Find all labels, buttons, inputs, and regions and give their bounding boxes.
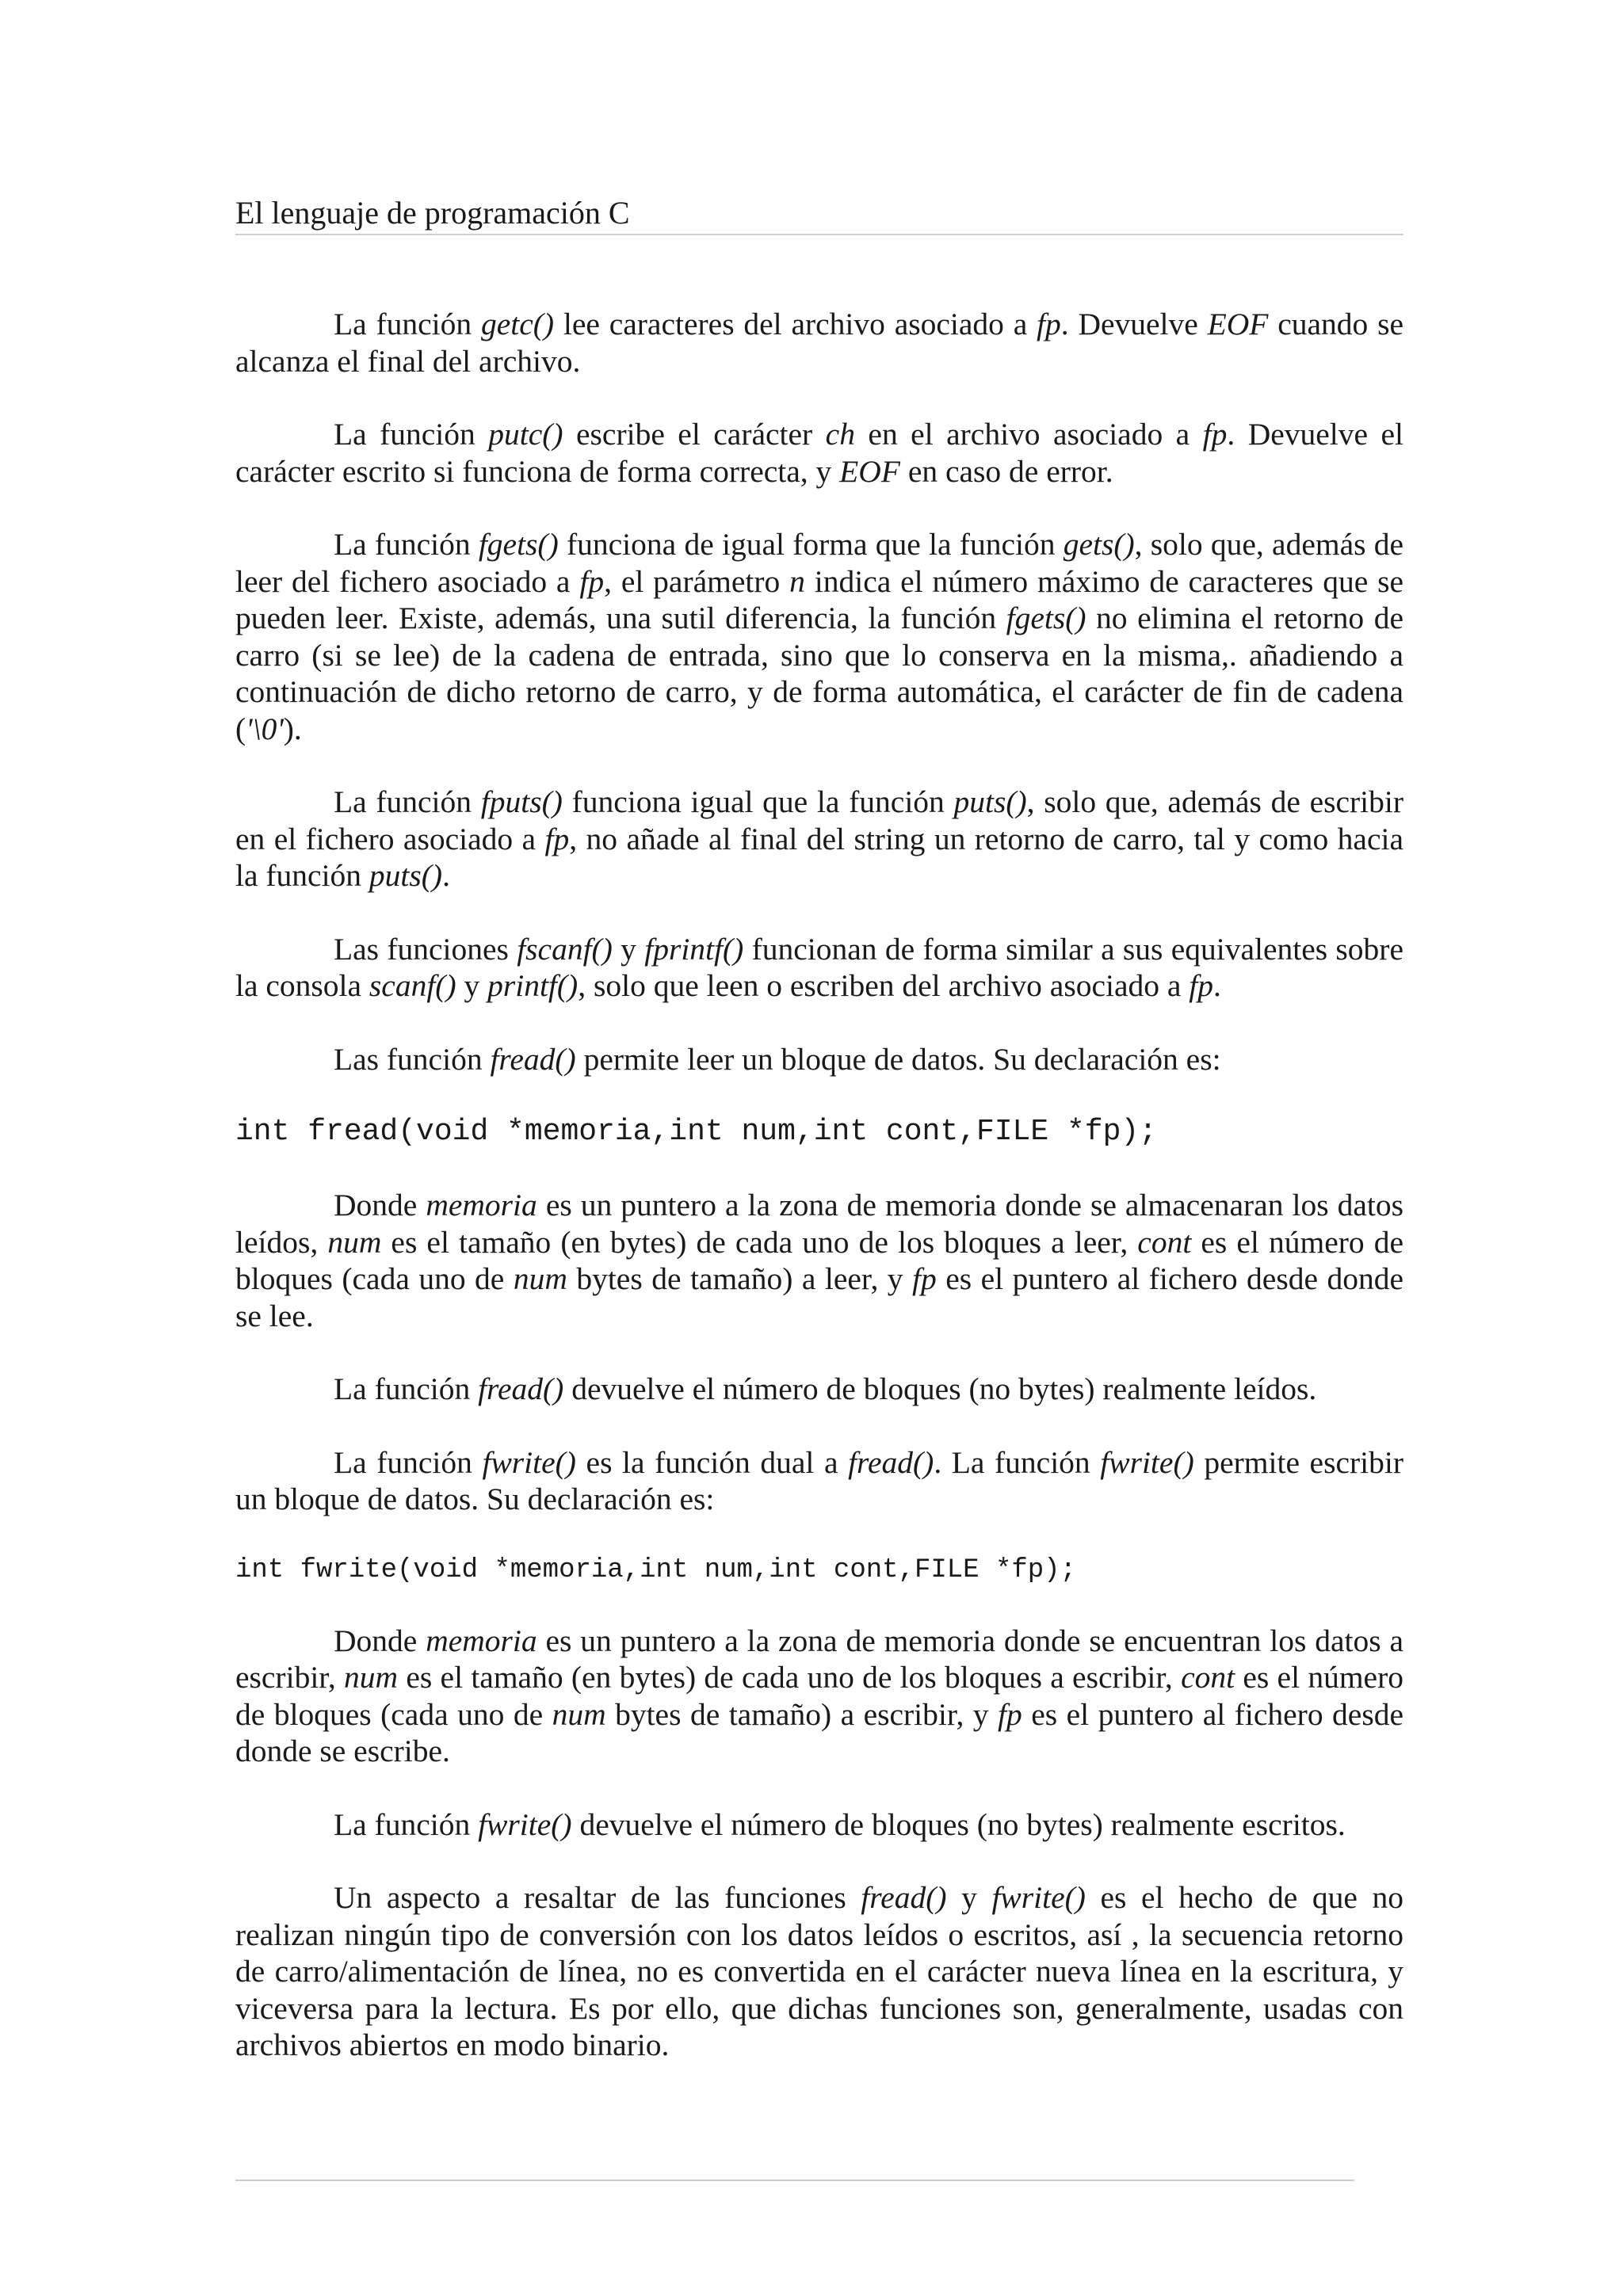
italic-term: fwrite() — [991, 1880, 1086, 1915]
text-run: es un puntero a la zona de memoria donde se almacenaran los datos leídos, — [235, 1188, 1403, 1260]
paragraph-gap — [235, 379, 1403, 416]
text-run: devuelve el número de bloques (no bytes) realmente escritos. — [571, 1806, 1346, 1842]
italic-term: num — [552, 1696, 606, 1732]
italic-term: fp — [1202, 417, 1228, 452]
italic-term: fread() — [478, 1371, 564, 1406]
text-run: cuando se alcanza el final del archivo. — [235, 307, 1404, 379]
text-run: . La función — [934, 1444, 1101, 1480]
text-run: , solo que, además de leer del fichero asociado a — [235, 527, 1404, 599]
italic-term: ch — [825, 417, 855, 452]
paragraph-fread-params — [235, 1187, 1403, 1334]
paragraph-gap — [235, 1005, 1403, 1041]
text-run: es el número de bloques (cada uno de — [235, 1224, 1403, 1296]
paragraph-fwrite-intro — [235, 1444, 1403, 1518]
italic-term: fread() — [861, 1880, 947, 1915]
text-run: funciona de igual forma que la función — [558, 527, 1064, 562]
paragraph-putc — [235, 416, 1403, 490]
text-run: Un aspecto a resaltar de las funciones — [334, 1880, 861, 1915]
paragraph-getc — [235, 306, 1403, 379]
italic-term: num — [513, 1261, 567, 1296]
text-run: es el puntero al fichero desde donde se lee. — [235, 1261, 1404, 1333]
text-run: Donde — [334, 1623, 426, 1658]
paragraph-gap — [235, 490, 1403, 526]
italic-term: fp — [998, 1696, 1022, 1732]
text-run: , no añade al final del string un retorno de carro, tal y como hacia la función — [235, 821, 1404, 893]
text-run: y — [946, 1880, 992, 1915]
text-run: . — [1213, 968, 1221, 1003]
text-run: . — [442, 858, 450, 893]
italic-term: cont — [1181, 1660, 1235, 1695]
text-run: bytes de tamaño) a escribir, y — [605, 1696, 999, 1732]
text-run: es el puntero al fichero desde donde se escribe. — [235, 1696, 1403, 1768]
text-run: La función — [334, 527, 479, 562]
italic-term: '\0' — [246, 711, 284, 746]
text-run: devuelve el número de bloques (no bytes) realmente leídos. — [563, 1371, 1317, 1406]
italic-term: fgets() — [1006, 601, 1086, 635]
text-run: Las función — [334, 1041, 491, 1077]
italic-term: fp — [579, 563, 605, 599]
text-run: funcionan de forma similar a sus equivalentes sobre la consola — [235, 931, 1403, 1003]
paragraph-gap — [235, 1150, 1403, 1187]
paragraph-gap — [235, 1518, 1403, 1553]
italic-term: scanf() — [369, 968, 456, 1003]
paragraph-fgets — [235, 526, 1403, 747]
text-run: bytes de tamaño) a leer, y — [567, 1261, 913, 1296]
italic-term: fp — [544, 821, 570, 856]
text-run: y — [612, 931, 645, 967]
italic-term: fwrite() — [1100, 1444, 1194, 1480]
text-run: es la función dual a — [575, 1444, 849, 1480]
italic-term: fp — [912, 1261, 937, 1296]
code-fread-declaration: int fread(void *memoria,int num,int cont,FILE *fp); — [235, 1115, 1157, 1149]
paragraph-gap — [235, 1770, 1403, 1806]
italic-term: printf() — [487, 968, 579, 1003]
text-run: Donde — [334, 1188, 426, 1222]
body-text — [235, 306, 1403, 2064]
text-run: La función — [334, 1806, 479, 1842]
text-run: . Devuelve el carácter escrito si funciona de forma correcta, y — [235, 417, 1404, 489]
paragraph-fwrite-params — [235, 1623, 1403, 1770]
text-run: es el hecho de que no realizan ningún tipo de conversión con los datos leídos o escritos, así , la secuencia retorno de carro/alimentación de línea, no es convertida en el carácter nueva línea en la escritura, y viceversa para la lectura. Es por ello, que dichas funciones son, generalmente, usadas con archivos abiertos en modo binario. — [235, 1880, 1403, 2062]
text-run: es un puntero a la zona de memoria donde se encuentran los datos a escribir, — [235, 1623, 1404, 1695]
italic-term: EOF — [1207, 307, 1269, 341]
paragraph-fread-return — [235, 1371, 1403, 1408]
paragraph-binary-note — [235, 1879, 1403, 2064]
italic-term: putc() — [488, 417, 563, 452]
paragraph-gap — [235, 1843, 1403, 1879]
running-header: El lenguaje de programación C — [235, 194, 1403, 235]
italic-term: puts() — [369, 858, 443, 893]
text-run: La función — [334, 417, 489, 452]
paragraph-gap — [235, 1588, 1403, 1623]
italic-term: fscanf() — [517, 931, 613, 967]
text-run: es el tamaño (en bytes) de cada uno de los bloques a escribir, — [398, 1660, 1182, 1695]
paragraph-gap — [235, 747, 1403, 784]
italic-term: EOF — [839, 453, 900, 489]
text-run: permite leer un bloque de datos. Su declaración es: — [575, 1041, 1221, 1077]
text-run: , solo que, además de escribir en el fichero asociado a — [235, 784, 1404, 856]
text-run: . Devuelve — [1060, 307, 1208, 341]
paragraph-fscanf-fprintf — [235, 931, 1403, 1005]
text-run: permite escribir un bloque de datos. Su declaración es: — [235, 1444, 1403, 1516]
paragraph-gap — [235, 1077, 1403, 1114]
italic-term: fp — [1037, 307, 1061, 341]
paragraph-gap — [235, 1408, 1403, 1444]
text-run: en caso de error. — [899, 453, 1113, 489]
paragraph-fread-intro — [235, 1041, 1403, 1078]
text-run: escribe el carácter — [563, 417, 826, 452]
paragraph-fwrite-return — [235, 1806, 1403, 1844]
text-run: La función — [334, 784, 481, 819]
text-run: en el archivo asociado a — [854, 417, 1203, 452]
italic-term: num — [344, 1660, 399, 1695]
text-run: , el parámetro — [604, 563, 790, 599]
italic-term: memoria — [426, 1188, 537, 1222]
italic-term: gets() — [1063, 527, 1135, 562]
italic-term: fp — [1189, 968, 1214, 1003]
text-run: La función — [334, 1444, 483, 1480]
text-run: ). — [283, 711, 302, 746]
text-run: es el número de bloques (cada uno de — [235, 1660, 1403, 1732]
text-run: Las funciones — [334, 931, 517, 967]
italic-term: n — [789, 563, 805, 599]
text-run: y — [456, 968, 488, 1003]
italic-term: fwrite() — [482, 1444, 576, 1480]
text-run: lee caracteres del archivo asociado a — [554, 307, 1037, 341]
italic-term: getc() — [480, 307, 555, 341]
italic-term: fgets() — [478, 527, 559, 562]
italic-term: num — [327, 1224, 382, 1260]
italic-term: memoria — [426, 1623, 537, 1658]
text-run: La función — [334, 1371, 479, 1406]
text-run: funciona igual que la función — [562, 784, 954, 819]
paragraph-gap — [235, 1334, 1403, 1371]
italic-term: puts() — [953, 784, 1027, 819]
italic-term: fputs() — [480, 784, 563, 819]
text-run: indica el número máximo de caracteres que se pueden leer. Existe, además, una sutil diferencia, la función — [235, 563, 1404, 635]
italic-term: fread() — [490, 1041, 576, 1077]
text-run: no elimina el retorno de carro (si se lee) de la cadena de entrada, sino que lo conserva en la misma,. añadiendo a continuación de dicho retorno de carro, y de forma automática, el carácter de fin de cadena ( — [235, 601, 1403, 746]
italic-term: fwrite() — [478, 1806, 572, 1842]
text-run: es el tamaño (en bytes) de cada uno de los bloques a leer, — [381, 1224, 1138, 1260]
paragraph-gap — [235, 894, 1403, 931]
italic-term: cont — [1137, 1224, 1192, 1260]
italic-term: fread() — [848, 1444, 934, 1480]
paragraph-fputs — [235, 784, 1403, 894]
italic-term: fprintf() — [644, 931, 744, 967]
code-fwrite-declaration: int fwrite(void *memoria,int num,int cont,FILE *fp); — [235, 1554, 1076, 1585]
text-run: La función — [334, 307, 481, 341]
text-run: , solo que leen o escriben del archivo asociado a — [578, 968, 1190, 1003]
footer-rule — [235, 2180, 1354, 2181]
